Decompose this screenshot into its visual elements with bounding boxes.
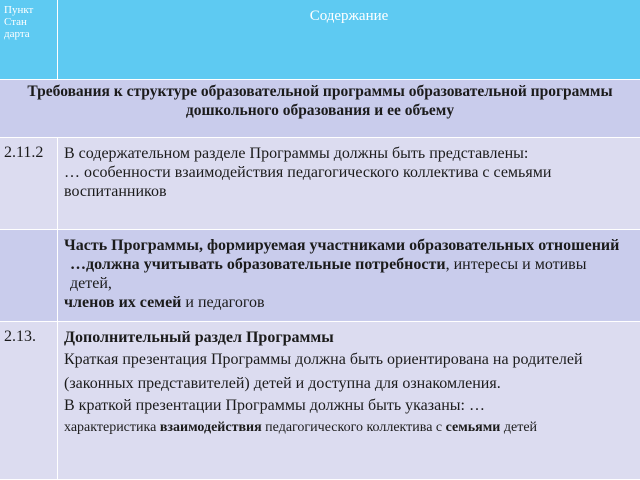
content-line: … особенности взаимодействия педагогического коллектива с семьями [64,164,552,181]
header-col1-line: Стан [4,16,27,28]
plain-text: и педагогов [181,294,265,311]
header-content-column: Содержание [309,8,389,24]
item-content [58,230,640,321]
content-line: Краткая презентация Программы должна быть ориентирована на родителей [64,351,583,368]
plain-text: детей [500,420,538,435]
table-row [0,230,640,322]
table-row [0,322,640,480]
section-heading-row [0,80,640,138]
bold-text: членов их семей [64,294,182,311]
plain-text: педагогического коллектива с [261,420,446,435]
content-line: воспитанников [64,183,167,200]
content-line: (законных представителей) детей и доступна для ознакомления. [64,375,501,392]
bold-text: Дополнительный раздел Программы [64,329,334,346]
header-item-column [0,0,58,79]
plain-text: , интересы и мотивы детей, [70,256,587,292]
content-line [64,418,632,438]
section-title-line: Требования к структуре образовательной программы образовательной программы [27,83,613,100]
bold-text: семьями [445,420,501,435]
bold-text: учитывать образовательные потребности [143,256,446,273]
plain-text: характеристика [64,420,160,435]
table-header [0,0,640,80]
item-number: 2.11.2 [0,138,58,229]
header-col1-line: Пункт [4,4,34,16]
content-line [64,236,632,255]
content-line: В содержательном разделе Программы должны быть представлены: [64,145,529,162]
section-title-line: дошкольного образования и ее объему [185,102,455,119]
header-col1-line: дарта [4,28,30,40]
content-line [64,328,632,348]
item-number: 2.13. [0,322,58,479]
item-content [58,322,640,479]
bold-text: Часть Программы, формируемая участниками образовательных отношений [64,237,620,254]
content-line: В краткой презентации Программы должны быть указаны: … [64,397,485,414]
bold-text: взаимодействия [159,420,262,435]
bold-text: …должна [70,256,144,273]
table-row [0,138,640,230]
content-line [64,255,632,293]
item-content [58,138,640,229]
item-number-empty [0,230,58,321]
content-line [64,293,632,312]
